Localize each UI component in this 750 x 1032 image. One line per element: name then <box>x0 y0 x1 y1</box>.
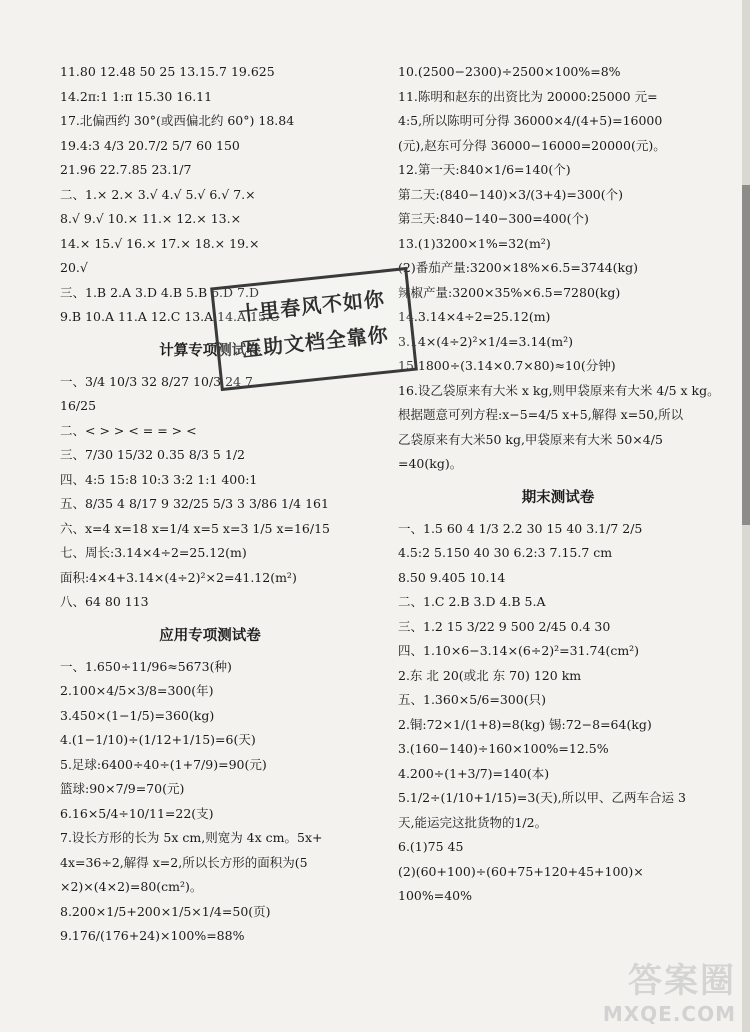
answer-line: 2.铜:72×1/(1+8)=8(kg) 锡:72−8=64(kg) <box>398 716 652 732</box>
answer-line: 四、1.10×6−3.14×(6÷2)²=31.74(cm²) <box>398 643 640 658</box>
answer-line: 三、1.B 2.A 3.D 4.B 5.B 6.D 7.D <box>60 284 259 300</box>
answer-line: 八、64 80 113 <box>60 594 149 609</box>
answer-line: 17.北偏西约 30°(或西偏北约 60°) 18.84 <box>60 113 295 128</box>
page-tab-marker <box>742 185 750 525</box>
answer-line: 二、< > > < = = > < <box>60 422 197 438</box>
answer-line: 篮球:90×7/9=70(元) <box>60 781 185 796</box>
answer-line: 4x=36÷2,解得 x=2,所以长方形的面积为(5 <box>60 854 308 870</box>
answer-line: (2)(60+100)÷(60+75+120+45+100)× <box>398 863 644 879</box>
answer-line: 5.足球:6400÷40÷(1+7/9)=90(元) <box>60 756 267 772</box>
answer-line: 6.16×5/4÷10/11=22(支) <box>60 805 214 821</box>
watermark-line-1: 答案圈 <box>628 961 736 1001</box>
answer-line: (2)番茄产量:3200×18%×6.5=3744(kg) <box>398 260 638 275</box>
answer-line: 一、1.650÷11/96≈5673(种) <box>60 658 232 674</box>
answer-line: 4.5:2 5.150 40 30 6.2:3 7.15.7 cm <box>398 545 613 560</box>
answer-line: 根据题意可列方程:x−5=4/5 x+5,解得 x=50,所以 <box>398 407 684 422</box>
answer-line: 第三天:840−140−300=400(个) <box>398 211 589 226</box>
answer-line: 4.(1−1/10)÷(1/12+1/15)=6(天) <box>60 732 256 747</box>
answer-line: 六、x=4 x=18 x=1/4 x=5 x=3 1/5 x=16/15 <box>60 520 331 536</box>
answer-line: 14.2π:1 1:π 15.30 16.11 <box>60 88 213 104</box>
answer-line: 乙袋原来有大米50 kg,甲袋原来有大米 50×4/5 <box>398 431 663 447</box>
answer-line: 辣椒产量:3200×35%×6.5=7280(kg) <box>398 284 621 300</box>
answer-line: 9.176/(176+24)×100%=88% <box>60 928 245 943</box>
answer-line: 21.96 22.7.85 23.1/7 <box>60 162 192 177</box>
right-answers-block-b <box>398 517 718 909</box>
answer-line: 10.(2500−2300)÷2500×100%=8% <box>398 64 621 79</box>
answer-line: 4.200÷(1+3/7)=140(本) <box>398 765 550 781</box>
watermark-line-2: MXQE.COM <box>602 1002 736 1026</box>
answer-line: 一、1.5 60 4 1/3 2.2 30 15 40 3.1/7 2/5 <box>398 520 643 536</box>
answer-line: (元),赵东可分得 36000−16000=20000(元)。 <box>398 137 666 153</box>
answer-line: 5.1/2÷(1/10+1/15)=3(天),所以甲、乙两车合运 3 <box>398 790 686 805</box>
heading-final-test: 期末测试卷 <box>521 489 595 506</box>
answer-line: 三、7/30 15/32 0.35 8/3 5 1/2 <box>60 447 245 462</box>
answer-line: 14.× 15.√ 16.× 17.× 18.× 19.× <box>60 235 260 251</box>
answer-line: 五、8/35 4 8/17 9 32/25 5/3 3 3/86 1/4 161 <box>60 496 329 511</box>
answer-line: 七、周长:3.14×4÷2=25.12(m) <box>60 545 247 560</box>
answer-line: 二、1.× 2.× 3.√ 4.√ 5.√ 6.√ 7.× <box>60 186 256 202</box>
answer-line: 20.√ <box>60 260 88 275</box>
answer-line: 面积:4×4+3.14×(4÷2)²×2=41.12(m²) <box>60 569 297 585</box>
answer-line: 11.80 12.48 50 25 13.15.7 19.625 <box>60 64 275 79</box>
answer-line: 天,能运完这批货物的1/2。 <box>398 814 548 830</box>
stamp-line-2: 互助文档全靠你 <box>241 322 390 362</box>
watermark <box>603 953 736 1026</box>
answer-line: 五、1.360×5/6=300(只) <box>398 692 546 707</box>
stamp-line-1: 十里春风不如你 <box>237 286 386 326</box>
heading-application-test: 应用专项测试卷 <box>159 627 261 644</box>
heading-calc-test: 计算专项测试卷 <box>159 342 261 359</box>
answer-line: 12.第一天:840×1/6=140(个) <box>398 162 571 177</box>
answer-line: 7.设长方形的长为 5x cm,则宽为 4x cm。5x+ <box>60 830 323 845</box>
right-column <box>398 60 718 909</box>
answer-line: =40(kg)。 <box>398 456 463 471</box>
answer-line: 16.设乙袋原来有大米 x kg,则甲袋原来有大米 4/5 x kg。 <box>398 382 720 398</box>
answer-line: 8.√ 9.√ 10.× 11.× 12.× 13.× <box>60 211 242 226</box>
left-answers-block-b <box>60 370 360 615</box>
left-column <box>60 60 360 949</box>
answer-line: 15.1800÷(3.14×0.7×80)≈10(分钟) <box>398 358 616 373</box>
answer-line: 3.14×(4÷2)²×1/4=3.14(m²) <box>398 333 573 349</box>
stamp-seal <box>210 267 418 391</box>
answer-line: 13.(1)3200×1%=32(m²) <box>398 235 551 251</box>
answer-line: 4:5,所以陈明可分得 36000×4/(4+5)=16000 <box>398 113 663 128</box>
answer-line: 3.(160−140)÷160×100%=12.5% <box>398 741 609 756</box>
answer-line: 2.东 北 20(或北 东 70) 120 km <box>398 667 582 683</box>
answer-line: 二、1.C 2.B 3.D 4.B 5.A <box>398 594 546 609</box>
answer-line: 一、3/4 10/3 32 8/27 10/3 24 7 <box>60 373 253 389</box>
answer-line: 16/25 <box>60 398 97 413</box>
right-answers-block-a <box>398 60 718 477</box>
answer-line: 19.4:3 4/3 20.7/2 5/7 60 150 <box>60 137 240 153</box>
answer-line: ×2)×(4×2)=80(cm²)。 <box>60 879 203 894</box>
left-answers-block-c <box>60 655 360 949</box>
answer-line: 2.100×4/5×3/8=300(年) <box>60 683 214 698</box>
answer-line: 四、4:5 15:8 10:3 3:2 1:1 400:1 <box>60 471 258 487</box>
answer-line: 11.陈明和赵东的出资比为 20000:25000 元= <box>398 88 658 104</box>
answer-line: 8.200×1/5+200×1/5×1/4=50(页) <box>60 903 271 919</box>
answer-line: 3.450×(1−1/5)=360(kg) <box>60 707 215 723</box>
answer-line: 8.50 9.405 10.14 <box>398 569 506 585</box>
answer-line: 14.3.14×4÷2=25.12(m) <box>398 309 551 324</box>
answer-line: 100%=40% <box>398 888 472 903</box>
answer-line: 三、1.2 15 3/22 9 500 2/45 0.4 30 <box>398 618 611 634</box>
answer-line: 6.(1)75 45 <box>398 839 464 854</box>
answer-line: 9.B 10.A 11.A 12.C 13.A 14.A 15.C <box>60 309 280 324</box>
answer-line: 第二天:(840−140)×3/(3+4)=300(个) <box>398 186 624 202</box>
